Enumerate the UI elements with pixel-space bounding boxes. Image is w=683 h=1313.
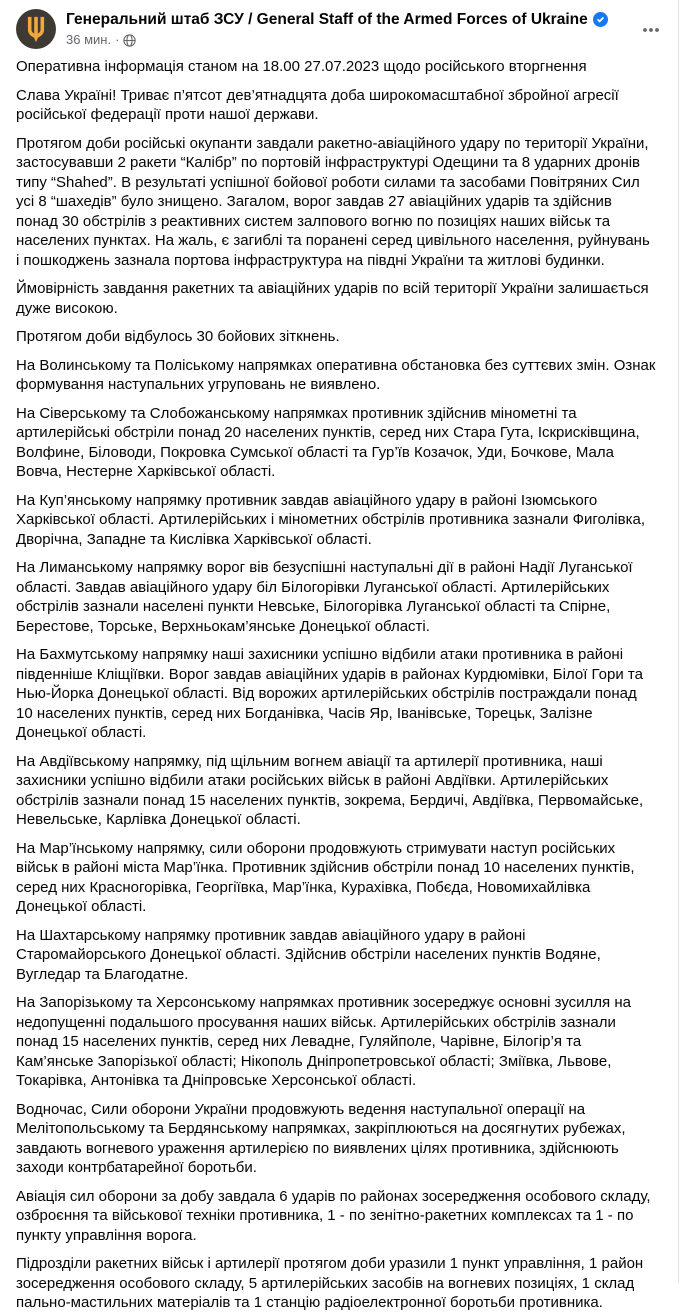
page-name-link[interactable]: Генеральний штаб ЗСУ / General Staff of the Armed Forces of Ukraine (66, 11, 588, 28)
post-header (0, 0, 683, 49)
more-options-icon (641, 20, 661, 40)
post-paragraph: На Запорізькому та Херсонському напрямках противник зосереджує основні зусилля на недопущенні подальшого просування наших військ. Артилерійських обстрілів зазнали понад 15 населених пунктів, серед них Левадне, Гуляйполе, Чарівне, Білогір’я та Кам’янське Запорізької області; Нікополь Дніпропетровської області; Зміївка, Львове, Токарівка, Антонівка та Дніпровське Херсонської області. (16, 994, 631, 1089)
post-paragraph: На Сіверському та Слобожанському напрямках противник здійснив мінометні та артилерійські обстріли понад 20 населених пунктів, серед них Стара Гута, Іскрисківщина, Волфине, Біловоди, Покровка Сумської області та Гур’їв Козачок, Уди, Бочкове, Мала Вовча, Нестерне Харківської області. (16, 404, 640, 480)
verified-badge-icon (593, 12, 608, 27)
post-paragraph: Водночас, Сили оборони України продовжують ведення наступальної операції на Мелітопольському та Бердянському напрямках, закріплюються на досягнутих рубежах, завдають вогневого ураження артилерією по виявлених цілях противника, здійснюють заходи контрбатарейної боротьби. (16, 1100, 626, 1176)
post-paragraph: Авіація сил оборони за добу завдала 6 ударів по районах зосередження особового складу, озброєння та військової техніки противника, 1 - по зенітно-ракетних комплексах та 1 - по пункту управління ворога. (16, 1187, 651, 1244)
card-right-edge (678, 0, 679, 1282)
header-text (66, 9, 608, 48)
timestamp[interactable]: 36 мин. (66, 32, 112, 47)
post-paragraph: Слава Україні! Триває п’ятсот дев’ятнадцята доба широкомасштабної збройної агресії російської федерації проти нашої держави. (16, 86, 619, 123)
post-paragraph: На Волинському та Поліському напрямках оперативна обстановка без суттєвих змін. Ознак формування наступальних угруповань не виявлено. (16, 356, 656, 393)
post-paragraph: Оперативна інформація станом на 18.00 27.07.2023 щодо російського вторгнення (16, 58, 587, 75)
post-paragraph: На Куп’янському напрямку противник завдав авіаційного удару в районі Ізюмського Харківської області. Артилерійських і мінометних обстрілів противника зазнали Фиголівка, Дворічна, Западне та Кислівка Харківської області. (16, 491, 646, 548)
post-paragraph: На Бахмутському напрямку наші захисники успішно відбили атаки противника в районі південніше Кліщіївки. Ворог завдав авіаційних ударів в районах Курдюмівки, Білої Гори та Нью-Йорка Донецької області. Від ворожих артилерійських обстрілів постраждали понад 10 населених пунктів, серед них Богданівка, Часів Яр, Іванівське, Торецьк, Залізне Донецької області. (16, 646, 643, 741)
post-paragraph: Протягом доби відбулось 30 бойових зіткнень. (16, 328, 340, 345)
post-paragraph: На Шахтарському напрямку противник завдав авіаційного удару в районі Старомайорського Донецької області. Здійснив обстріли населених пунктів Водяне, Вугледар та Благодатне. (16, 926, 601, 983)
more-options-button[interactable] (637, 18, 665, 42)
post-paragraph: На Лиманському напрямку ворог вів безуспішні наступальні дії в районі Надії Луганської області. Завдав авіаційного удару біл Білогорівки Луганської області. Артилерійських обстрілів зазнали населені пункти Невське, Білогорівка Луганської області та Спірне, Берестове, Торське, Верхньокам’янське Донецької області. (16, 559, 633, 635)
post-paragraph: На Авдіївському напрямку, під щільним вогнем авіації та артилерії противника, наші захисники успішно відбили атаки російських військ в районі Авдіївки. Артилерійських обстрілів зазнали понад 15 населених пунктів, зокрема, Бердичі, Авдіївка, Первомайське, Невельське, Карлівка Донецької області. (16, 752, 644, 828)
post-paragraph: Протягом доби російські окупанти завдали ракетно-авіаційного удару по території України, застосувавши 2 ракети “Калібр” по портовій інфраструктурі Одещини та 8 ударних дронів типу “Shahed”. В результаті успішної бойової роботи силами та засобами Повітряних Сил усі 8 “шахедів” було знищено. Загалом, ворог завдав 27 авіаційних ударів та здійснив понад 30 обстрілів з реактивних систем залпового вогню по позиціях наших військ та населених пунктах. На жаль, є загиблі та поранені серед цивільного населення, руйнувань і пошкоджень зазнала портова інфраструктура на півдні України та житлові будинки. (16, 134, 650, 269)
trident-icon (26, 16, 46, 43)
post-body (0, 49, 683, 1313)
post-meta (66, 32, 608, 48)
globe-icon (123, 34, 136, 47)
meta-separator: · (115, 32, 120, 47)
post-paragraph: Ймовірність завдання ракетних та авіаційних ударів по всій території України залишається дуже високою. (16, 280, 649, 317)
page-name-row (66, 10, 608, 29)
avatar[interactable] (16, 9, 56, 49)
post-paragraph: Підрозділи ракетних військ і артилерії протягом доби уразили 1 пункт управління, 1 район зосередження особового складу, 5 артилерійських засобів на вогневих позиціях, 1 склад пально-мастильних матеріалів та 1 станцію радіоелектронної боротьби противника. (16, 1255, 644, 1311)
post-paragraph: На Мар’їнському напрямку, сили оборони продовжують стримувати наступ російських військ в районі міста Мар’їнка. Противник здійснив обстріли понад 10 населених пунктів, серед них Красногорівка, Георгіївка, Мар’їнка, Курахівка, Побєда, Новомихайлівка Донецької області. (16, 839, 635, 915)
